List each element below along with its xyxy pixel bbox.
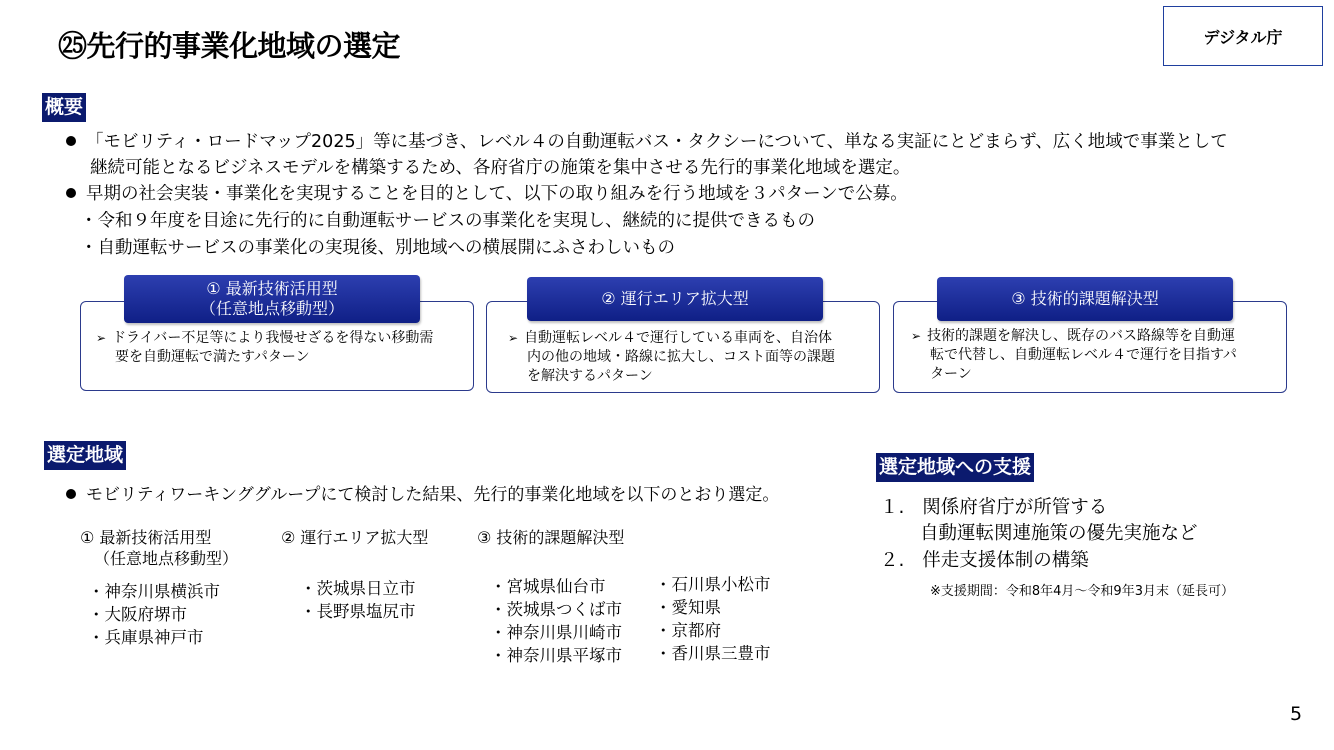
cities-list-3a: [490, 575, 622, 667]
support-item-2-number: ２.: [880, 550, 905, 571]
overview-bullet-1-line2: 継続可能となるビジネスモデルを構築するため、各府省庁の施策を集中させる先行的事業化地域を選定。: [90, 158, 911, 178]
pattern-header-1: [124, 275, 420, 323]
city-item: ・茨城県日立市: [300, 579, 416, 598]
pattern-2-desc-line2: 内の他の地域・路線に拡大し、コスト面等の課題: [527, 349, 835, 365]
support-item-2: [880, 548, 1089, 573]
agency-badge: [1163, 6, 1323, 66]
pattern-2-desc: [508, 329, 835, 386]
category-2: ② 運行エリア拡大型: [281, 528, 429, 547]
support-item-2-line1: 伴走支援体制の構築: [922, 550, 1089, 571]
city-item: ・石川県小松市: [655, 575, 771, 594]
city-item: ・神奈川県横浜市: [88, 582, 220, 601]
support-note: ※支援期間：令和8年4月～令和9年3月末（延長可）: [930, 584, 1234, 599]
pattern-3-desc-line1: 技術的課題を解決し、既存のバス路線等を自動運: [927, 328, 1236, 344]
pattern-1-desc-line1: ドライバー不足等により我慢せざるを得ない移動需: [112, 330, 434, 346]
overview-bullet-1: [66, 129, 1228, 155]
overview-bullet-1-line1: 「モビリティ・ロードマップ2025」等に基づき、レベル４の自動運転バス・タクシーについて、単なる実証にとどまらず、広く地域で事業として: [86, 132, 1228, 152]
support-item-1-number: １.: [880, 497, 905, 518]
pattern-1-title-line1: ① 最新技術活用型: [206, 279, 338, 298]
bullet-icon: [66, 489, 76, 499]
cities-list-2: [300, 577, 416, 623]
pattern-3-title-line1: ③ 技術的課題解決型: [1011, 289, 1159, 308]
city-item: ・茨城県つくば市: [490, 600, 622, 619]
city-item: ・香川県三豊市: [655, 644, 771, 663]
overview-subitem-2: ・自動運転サービスの事業化の実現後、別地域への横展開にふさわしいもの: [80, 238, 675, 258]
pattern-2-desc-line1: 自動運転レベル４で運行している車両を、自治体: [524, 330, 833, 346]
page-number: 5: [1290, 703, 1303, 725]
city-item: ・宮城県仙台市: [490, 577, 606, 596]
selected-bullet-text: モビリティワーキンググループにて検討した結果、先行的事業化地域を以下のとおり選定。: [86, 485, 780, 505]
bullet-icon: [66, 136, 76, 146]
agency-label: デジタル庁: [1203, 27, 1283, 47]
city-item: ・神奈川県平塚市: [490, 646, 622, 665]
category-1-line1: ① 最新技術活用型: [80, 528, 212, 547]
category-1-line2: （任意地点移動型）: [94, 549, 239, 568]
pattern-header-2: [527, 277, 823, 321]
support-item-1: [880, 495, 1107, 520]
bullet-icon: [66, 188, 76, 198]
category-1: [80, 527, 238, 569]
pattern-3-desc-line3: ターン: [930, 366, 972, 382]
cities-list-1: [88, 580, 220, 649]
pattern-1-title-line2: （任意地点移動型）: [199, 299, 344, 318]
overview-subitem-1: ・令和９年度を目途に先行的に自動運転サービスの事業化を実現し、継続的に提供できるもの: [80, 211, 815, 231]
pattern-1-desc: [96, 329, 433, 367]
pattern-1-desc-line2: 要を自動運転で満たすパターン: [115, 349, 310, 365]
support-item-1-line2: 自動運転関連施策の優先実施など: [920, 523, 1198, 544]
city-item: ・長野県塩尻市: [300, 602, 416, 621]
city-item: ・愛知県: [655, 598, 721, 617]
arrow-bullet-icon: ➢: [96, 331, 107, 345]
selected-heading: 選定地域: [44, 441, 126, 470]
pattern-3-desc-line2: 転で代替し、自動運転レベル４で運行を目指すパ: [930, 347, 1237, 363]
city-item: ・神奈川県川崎市: [490, 623, 622, 642]
arrow-bullet-icon: ➢: [508, 331, 519, 345]
overview-bullet-2-line1: 早期の社会実装・事業化を実現することを目的として、以下の取り組みを行う地域を３パターンで公募。: [86, 184, 908, 204]
pattern-header-3: [937, 277, 1233, 321]
pattern-2-desc-line3: を解決するパターン: [527, 368, 653, 384]
cities-list-3b: [655, 573, 771, 665]
arrow-bullet-icon: ➢: [911, 329, 922, 343]
city-item: ・大阪府堺市: [88, 605, 187, 624]
pattern-3-desc: [911, 327, 1237, 384]
support-item-1-line1: 関係府省庁が所管する: [922, 497, 1108, 518]
category-3: ③ 技術的課題解決型: [477, 528, 625, 547]
overview-heading: 概要: [42, 93, 86, 122]
selected-bullet: [66, 482, 779, 508]
support-heading: 選定地域への支援: [876, 453, 1034, 482]
page-title: ㉕先行的事業化地域の選定: [58, 29, 401, 63]
city-item: ・京都府: [655, 621, 721, 640]
city-item: ・兵庫県神戸市: [88, 628, 204, 647]
overview-bullet-2: [66, 181, 908, 207]
pattern-2-title-line1: ② 運行エリア拡大型: [601, 289, 749, 308]
